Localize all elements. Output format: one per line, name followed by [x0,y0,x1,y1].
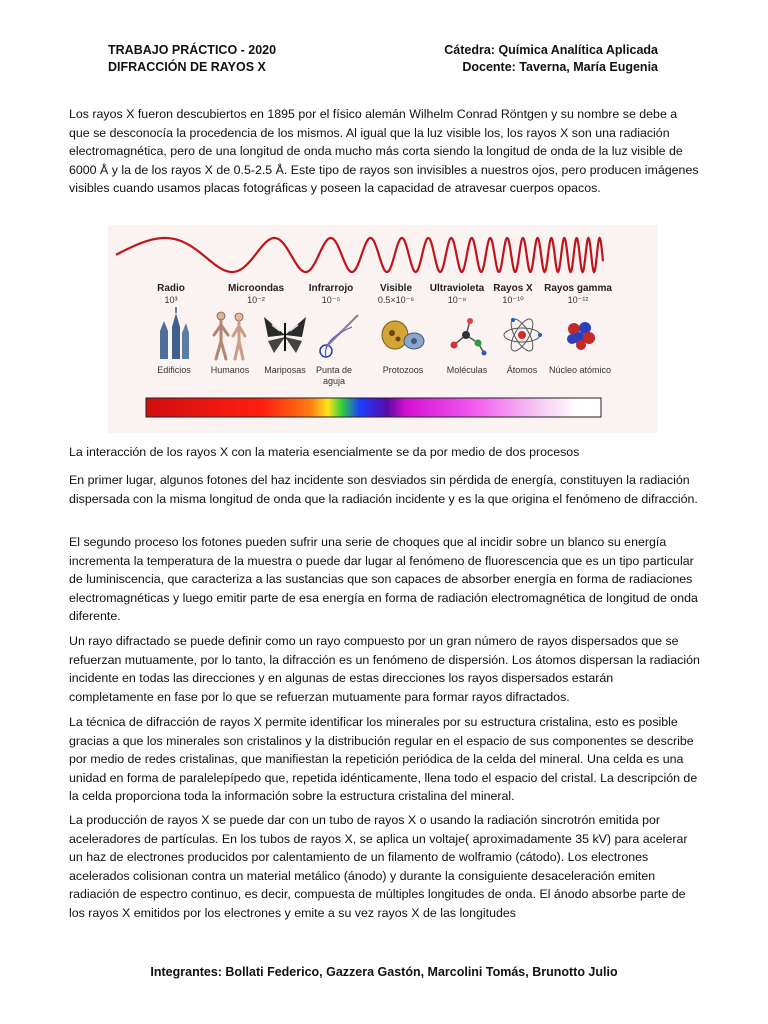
band-visible-exp: 0.5×10⁻⁶ [377,295,415,305]
paragraph-production: La producción de rayos X se puede dar con un tubo de rayos X o usando la radiación sincrotrón emitida por aceleradores de partículas. En los tubos de rayos X, se aplica un voltaje( aproximadamente 35 kV) para acelerar un haz de electrones producidos por calentamiento de un filamento de wolframio (cátodo). Los electrones acelerados colisionan contra un material metálico (ánodo) y durante la consiguiente desaceleración emiten radiación de espectro continuo, es decir, compuesta de múltiples longitudes de onda. El ánodo absorbe parte de los rayos X emitidos por los electrones y emite a su vez rayos X de las longitudes [69,813,688,920]
band-radio: Radio [157,283,185,294]
course-title: TRABAJO PRÁCTICO - 2020 [108,43,277,57]
spectrum-figure [108,225,658,433]
band-microwave: Microondas [227,283,285,294]
molecule-icon [444,315,490,357]
paragraph-technique: La técnica de difracción de rayos X permite identificar los minerales por su estructura cristalina, esto es posible gracias a que los minerales son cristalinos y la distribución regular en el espacio de sus componentes se describe por medio de redes cristalinas, que manifiestan la repetición periódica de la celda del mineral. Una celda es una unidad en forma de paralelepípedo que, repetida idénticamente, llena todo el espacio del cristal. La descripción de la celda proporciona toda la información sobre la estructura cristalina del mineral. [69,715,698,804]
protozoa-icon [378,313,428,357]
header-left [108,42,276,76]
needle-icon [312,311,366,363]
band-microwave-exp: 10⁻² [247,295,265,305]
nucleus-icon [563,317,597,351]
object-label-nucleus: Núcleo atómico [548,365,612,375]
band-gamma: Rayos gamma [544,283,612,294]
object-label-buildings: Edificios [157,365,191,375]
band-infrared-exp: 10⁻⁵ [321,295,341,305]
humans-icon [208,309,252,361]
paragraph-diffracted-ray: Un rayo difractado se puede definir como un rayo compuesto por un gran número de rayos dispersados que se refuerzan mutuamente, por lo tanto, la difracción es un fenómeno de dispersión. Los átomos dispersan la radiación incidente en todas las direcciones y en algunas de estas direcciones los rayos dispersados estarán completamente en fase por lo que se refuerzan mutuamente para formar rayos difractados. [69,634,700,704]
object-label-atoms: Átomos [506,365,538,375]
object-label-needle: Punta de aguja [315,365,353,386]
band-xray-exp: 10⁻¹⁰ [502,295,524,305]
atom-icon [500,313,544,357]
band-xray: Rayos X [493,283,533,294]
paragraph-intro: Los rayos X fueron descubiertos en 1895 por el físico alemán Wilhelm Conrad Röntgen y su nombre se debe a que se desconocía la procedencia de los mismos. Al igual que la luz visible los, los rayos X son una radiación electromagnética, pero de una longitud de onda mucho más corta siendo la longitud de onda de la luz visible de 6000 Å y la de los rayos X de 0.5-2.5 Å. Este tipo de rayos son invisibles a nuestros ojos, pero producen imágenes visibles cuando usamos placas fotográficas y poseen la capacidad de atravesar cuerpos opacos. [69,107,699,196]
band-gamma-exp: 10⁻¹² [567,295,589,305]
object-label-humans: Humanos [210,365,250,375]
band-radio-exp: 10³ [164,295,178,305]
paragraph-first-process: En primer lugar, algunos fotones del haz incidente son desviados sin pérdida de energía, constituyen la radiación dispersada con la misma longitud de onda que la radiación incidente y es la que origina el fenómeno de difracción. [69,473,698,506]
header-right [444,42,658,76]
band-ultraviolet-exp: 10⁻⁸ [447,295,467,305]
chair-name: Cátedra: Química Analítica Aplicada [444,43,658,57]
object-label-butterflies: Mariposas [264,365,306,375]
object-label-molecules: Moléculas [446,365,488,375]
butterfly-icon [262,313,308,357]
paragraph-interaction: La interacción de los rayos X con la materia esencialmente se da por medio de dos procesos [69,445,580,459]
spectrum-bar [146,398,601,417]
wave-line [116,238,603,272]
buildings-icon [154,307,194,361]
teacher-name: Docente: Taverna, María Eugenia [462,60,658,74]
object-label-protozoa: Protozoos [382,365,424,375]
paragraph-second-process: El segundo proceso los fotones pueden sufrir una serie de choques que al incidir sobre un blanco su energía incrementa la temperatura de la muestra o puede dar lugar al fenómeno de fluorescencia que es un tipo particular de luminiscencia, que caracteriza a las sustancias que son capaces de absorber energía en forma de radiaciones electromagnéticas y luego emitir parte de esa energía en forma de radiación electromagnética de longitud de onda diferente. [69,535,698,624]
band-ultraviolet: Ultravioleta [429,283,485,294]
footer-members: Integrantes: Bollati Federico, Gazzera Gastón, Marcolini Tomás, Brunotto Julio [150,965,618,979]
document-title: DIFRACCIÓN DE RAYOS X [108,60,266,74]
band-infrared: Infrarrojo [308,283,354,294]
band-visible: Visible [379,283,413,294]
